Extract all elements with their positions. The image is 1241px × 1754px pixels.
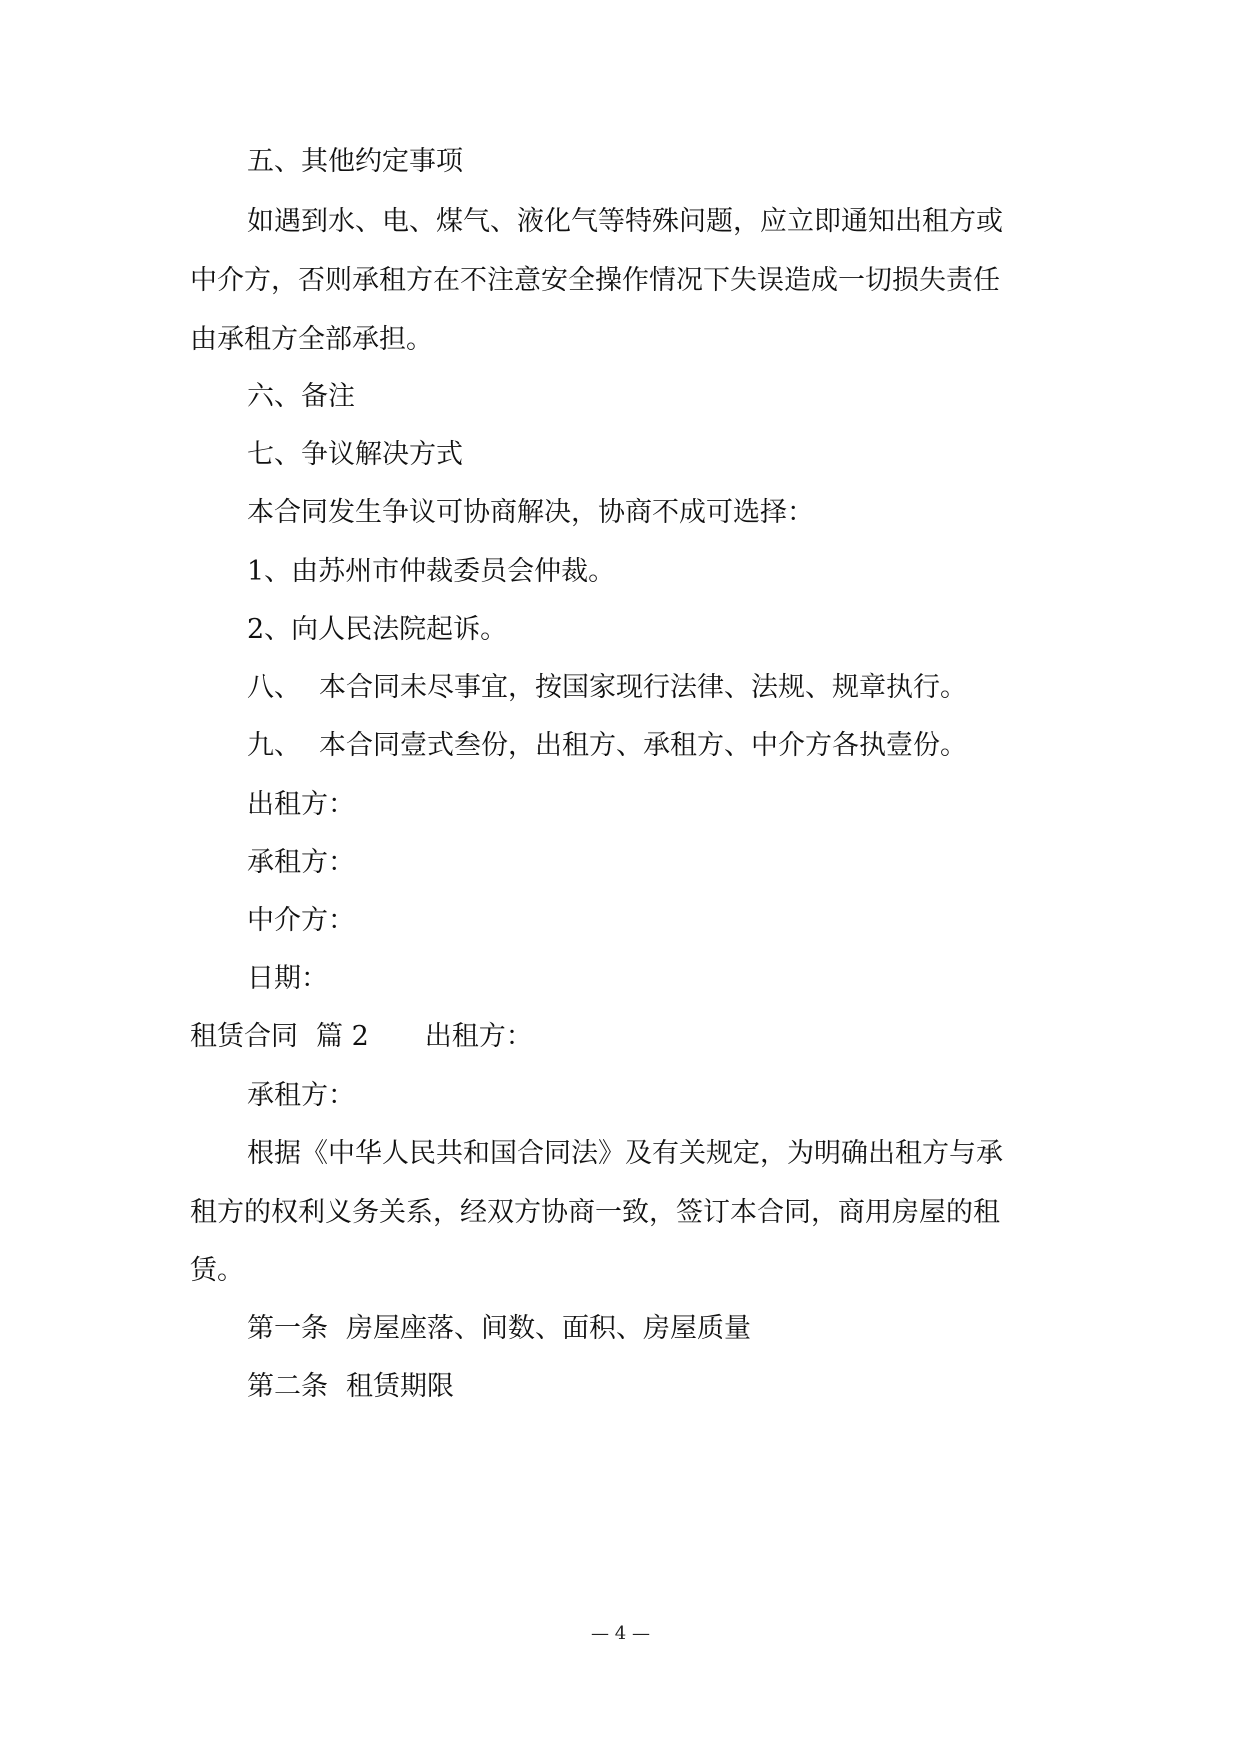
heading-dispute-resolution: 七、争议解决方式 — [247, 439, 463, 470]
article-text: 房屋座落、间数、面积、房屋质量 — [346, 1313, 751, 1344]
section-header — [190, 1017, 1060, 1057]
paragraph-line: 由承租方全部承担。 — [190, 324, 433, 355]
section-piece: 篇 2 — [316, 1021, 369, 1052]
article-number: 第二条 — [247, 1371, 328, 1402]
article-text: 租赁期限 — [346, 1371, 454, 1402]
lessee-label: 承租方： — [247, 1080, 355, 1111]
clause-nine — [247, 726, 1060, 766]
clause-text: 本合同未尽事宜，按国家现行法律、法规、规章执行。 — [319, 672, 967, 703]
list-item: 1、由苏州市仲裁委员会仲裁。 — [247, 556, 616, 587]
heading-other-matters: 五、其他约定事项 — [247, 146, 463, 177]
paragraph-line: 如遇到水、电、煤气、液化气等特殊问题，应立即通知出租方或 — [247, 206, 1003, 237]
clause-text: 本合同壹式叁份，出租方、承租方、中介方各执壹份。 — [319, 730, 967, 761]
clause-eight — [247, 668, 1060, 708]
paragraph-line: 中介方，否则承租方在不注意安全操作情况下失误造成一切损失责任 — [190, 265, 1000, 296]
list-item: 2、向人民法院起诉。 — [247, 614, 508, 645]
paragraph-line: 租方的权利义务关系，经双方协商一致，签订本合同，商用房屋的租 — [190, 1197, 1000, 1228]
signature-date: 日期： — [247, 963, 328, 994]
clause-number: 八、 — [247, 672, 301, 703]
article-number: 第一条 — [247, 1313, 328, 1344]
paragraph-line: 本合同发生争议可协商解决，协商不成可选择： — [247, 497, 814, 528]
signature-agent: 中介方： — [247, 905, 355, 936]
article-one — [247, 1309, 1060, 1349]
article-two — [247, 1367, 1060, 1407]
page-number: — 4 — — [591, 1623, 650, 1644]
signature-lessor: 出租方： — [247, 789, 355, 820]
section-party: 出租方： — [424, 1021, 533, 1052]
clause-number: 九、 — [247, 730, 301, 761]
section-title: 租赁合同 — [190, 1021, 298, 1052]
paragraph-line: 根据《中华人民共和国合同法》及有关规定，为明确出租方与承 — [247, 1138, 1003, 1169]
paragraph-line: 赁。 — [190, 1255, 244, 1286]
signature-lessee: 承租方： — [247, 847, 355, 878]
heading-remarks: 六、备注 — [247, 381, 355, 412]
